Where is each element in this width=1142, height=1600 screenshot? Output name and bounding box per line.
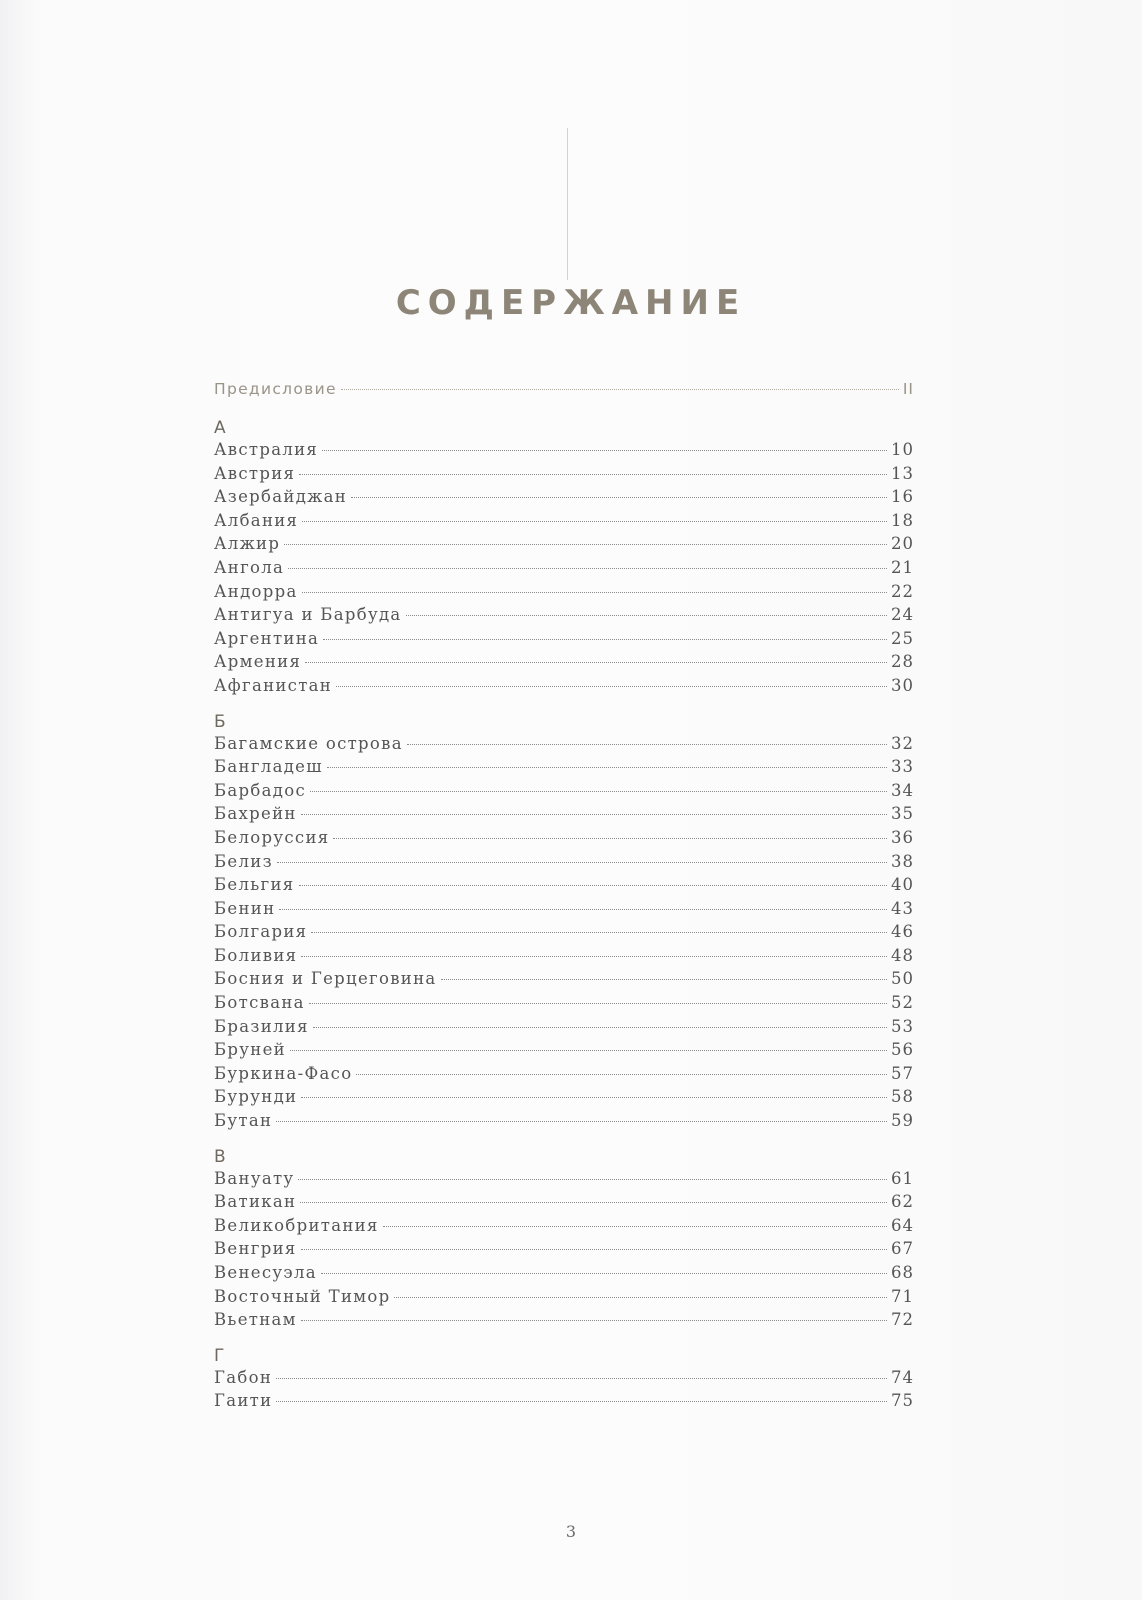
toc-entry (214, 1192, 914, 1216)
leader-dots (351, 497, 887, 498)
toc-entry-page: 46 (891, 922, 914, 942)
leader-dots (341, 389, 899, 390)
toc-entry-page: 10 (891, 440, 914, 459)
toc-entry (214, 946, 914, 970)
toc-section (214, 710, 914, 1135)
leader-dots (302, 521, 887, 522)
leader-dots (309, 1003, 887, 1004)
toc-entry-name: Афганистан (214, 675, 333, 695)
toc-entry-page: 52 (891, 993, 914, 1013)
toc-entry (214, 734, 914, 758)
toc-entry-page: 35 (891, 804, 914, 824)
toc-entry-name: Ангола (214, 557, 285, 577)
toc-entry-page: II (902, 380, 914, 398)
leader-dots (321, 1273, 887, 1274)
section-letter: А (214, 418, 227, 438)
toc-entry-page: 33 (891, 757, 914, 777)
toc-entry-page: 18 (891, 510, 914, 530)
toc-entry (214, 922, 914, 946)
toc-entry (214, 1017, 914, 1041)
toc-entry-name: Андорра (214, 581, 298, 601)
toc-entry-name: Ватикан (214, 1192, 297, 1212)
leader-dots (279, 909, 887, 910)
leader-dots (336, 686, 887, 687)
toc-entry (214, 993, 914, 1017)
leader-dots (407, 744, 887, 745)
toc-section (214, 1344, 914, 1415)
toc-entry (214, 1391, 914, 1415)
toc-entry-page: 57 (891, 1063, 914, 1083)
toc-entry (214, 1263, 914, 1287)
toc-entry-name: Бенин (214, 898, 276, 918)
toc-entry (214, 511, 914, 535)
toc-entry-page: 38 (891, 851, 914, 871)
toc-entry-page: 62 (891, 1192, 914, 1212)
toc-entry (214, 605, 914, 629)
leader-dots (276, 1121, 887, 1122)
leader-dots (298, 1179, 887, 1180)
toc-entry-page: 53 (891, 1016, 914, 1036)
toc-entry (214, 1239, 914, 1263)
toc-entry (214, 487, 914, 511)
toc-entry-page: 36 (891, 827, 914, 847)
toc-entry-name: Барбадос (214, 780, 307, 800)
toc-entry (214, 828, 914, 852)
toc-entry-page: 50 (891, 969, 914, 989)
toc-section (214, 1145, 914, 1334)
toc-entry-page: 20 (891, 534, 914, 554)
leader-dots (301, 814, 887, 815)
leader-dots (301, 956, 887, 957)
toc-entry-name: Вануату (214, 1168, 295, 1188)
toc-entry-page: 34 (891, 780, 914, 800)
leader-dots (313, 1027, 887, 1028)
toc-entry-name: Белоруссия (214, 827, 330, 847)
toc-entry-name: Белиз (214, 851, 273, 871)
toc-entry (214, 969, 914, 993)
leader-dots (356, 1074, 887, 1075)
toc-entry (214, 1064, 914, 1088)
toc-entry (214, 1087, 914, 1111)
toc-entry (214, 1040, 914, 1064)
toc-entry (214, 652, 914, 676)
toc-entry-preface (214, 380, 914, 406)
toc-entry-name: Буркина-Фасо (214, 1063, 353, 1083)
toc-entry-page: 75 (891, 1391, 914, 1411)
toc-entry-page: 13 (891, 463, 914, 483)
toc-entry-page: 40 (891, 875, 914, 895)
toc-entry (214, 875, 914, 899)
toc-entry (214, 1169, 914, 1193)
toc-entry (214, 582, 914, 606)
toc-entry-page: 74 (891, 1367, 914, 1387)
toc-entry-name: Бахрейн (214, 804, 297, 824)
toc-entry-name: Бурунди (214, 1087, 298, 1107)
toc-entry-name: Венесуэла (214, 1263, 317, 1282)
toc-entry-name: Ботсвана (214, 993, 305, 1013)
section-letter: Б (214, 711, 227, 732)
toc-entry (214, 1368, 914, 1392)
leader-dots (276, 1401, 887, 1402)
toc-entry-name: Бельгия (214, 875, 295, 895)
leader-dots (301, 1249, 887, 1250)
toc-entry-page: 32 (891, 733, 914, 753)
toc-entry (214, 464, 914, 488)
leader-dots (327, 767, 887, 768)
leader-dots (284, 544, 887, 545)
toc-entry (214, 629, 914, 653)
toc-entry-name: Австралия (214, 440, 319, 459)
toc-entry-page: 58 (891, 1087, 914, 1107)
toc-entry (214, 676, 914, 700)
toc-entry-page: 25 (891, 628, 914, 648)
toc-entry-name: Бруней (214, 1040, 286, 1060)
leader-dots (383, 1226, 887, 1227)
toc-entry-page: 30 (891, 675, 914, 695)
leader-dots (290, 1050, 887, 1051)
section-letter: В (214, 1146, 227, 1167)
toc-entry-name: Боливия (214, 945, 298, 965)
leader-dots (302, 592, 887, 593)
leader-dots (394, 1297, 887, 1298)
toc-entry-name: Бутан (214, 1111, 273, 1131)
toc-entry-name: Албания (214, 510, 299, 530)
toc-entry-page: 24 (891, 605, 914, 625)
section-letter: Г (214, 1345, 226, 1366)
leader-dots (301, 1097, 887, 1098)
leader-dots (406, 615, 887, 616)
leader-dots (333, 838, 887, 839)
toc-entry (214, 804, 914, 828)
leader-dots (322, 450, 887, 451)
toc-entry-name: Венгрия (214, 1239, 297, 1259)
toc-entry-page: 59 (891, 1111, 914, 1131)
toc-entry-name: Антигуа и Барбуда (214, 605, 402, 625)
toc-entry (214, 852, 914, 876)
toc-entry-page: 68 (891, 1263, 914, 1282)
toc-entry-page: 16 (891, 487, 914, 507)
toc-entry-page: 21 (891, 557, 914, 577)
toc-entry-name: Габон (214, 1367, 273, 1387)
toc-entry (214, 781, 914, 805)
toc-entry-page: 56 (891, 1040, 914, 1060)
toc-entry-page: 43 (891, 898, 914, 918)
leader-dots (299, 885, 887, 886)
leader-dots (310, 791, 887, 792)
toc-entry-name: Восточный Тимор (214, 1286, 391, 1306)
toc-entry-page: 72 (891, 1310, 914, 1330)
leader-dots (299, 474, 887, 475)
toc-entry-page: 71 (891, 1286, 914, 1306)
leader-dots (288, 568, 887, 569)
page-number: 3 (565, 1522, 577, 1541)
toc-entry-name: Вьетнам (214, 1310, 297, 1330)
toc-entry-name: Австрия (214, 463, 296, 483)
toc-sections (214, 416, 914, 1415)
toc-entry-name: Бангладеш (214, 757, 323, 777)
toc-entry (214, 1287, 914, 1311)
table-of-contents (214, 380, 914, 1415)
toc-entry-name: Багамские острова (214, 733, 403, 753)
toc-entry (214, 558, 914, 582)
toc-entry-page: 64 (891, 1215, 914, 1235)
leader-dots (301, 1320, 887, 1321)
toc-entry (214, 899, 914, 923)
leader-dots (276, 1378, 887, 1379)
leader-dots (300, 1202, 887, 1203)
toc-entry-name: Аргентина (214, 628, 320, 648)
page-title: СОДЕРЖАНИЕ (395, 283, 747, 323)
toc-entry (214, 534, 914, 558)
toc-entry-name: Босния и Герцеговина (214, 969, 437, 989)
toc-entry-name: Азербайджан (214, 487, 348, 507)
leader-dots (277, 862, 887, 863)
toc-entry (214, 1111, 914, 1135)
toc-entry-page: 67 (891, 1239, 914, 1259)
toc-entry-name: Алжир (214, 534, 281, 554)
toc-entry-name: Болгария (214, 922, 308, 942)
leader-dots (441, 979, 887, 980)
toc-entry-name: Бразилия (214, 1016, 309, 1036)
toc-entry-page: 61 (891, 1168, 914, 1188)
toc-entry-page: 48 (891, 945, 914, 965)
toc-entry (214, 440, 914, 464)
toc-entry-name: Великобритания (214, 1215, 379, 1235)
leader-dots (311, 932, 887, 933)
toc-entry-name: Гаити (214, 1391, 273, 1411)
toc-entry-name: Армения (214, 652, 302, 672)
toc-entry (214, 757, 914, 781)
toc-entry-page: 28 (891, 652, 914, 672)
leader-dots (323, 639, 887, 640)
toc-entry (214, 1310, 914, 1334)
toc-entry-name: Предисловие (214, 380, 337, 398)
toc-entry (214, 1216, 914, 1240)
toc-section (214, 416, 914, 700)
leader-dots (305, 662, 887, 663)
decorative-vertical-line (567, 128, 568, 280)
toc-entry-page: 22 (891, 581, 914, 601)
